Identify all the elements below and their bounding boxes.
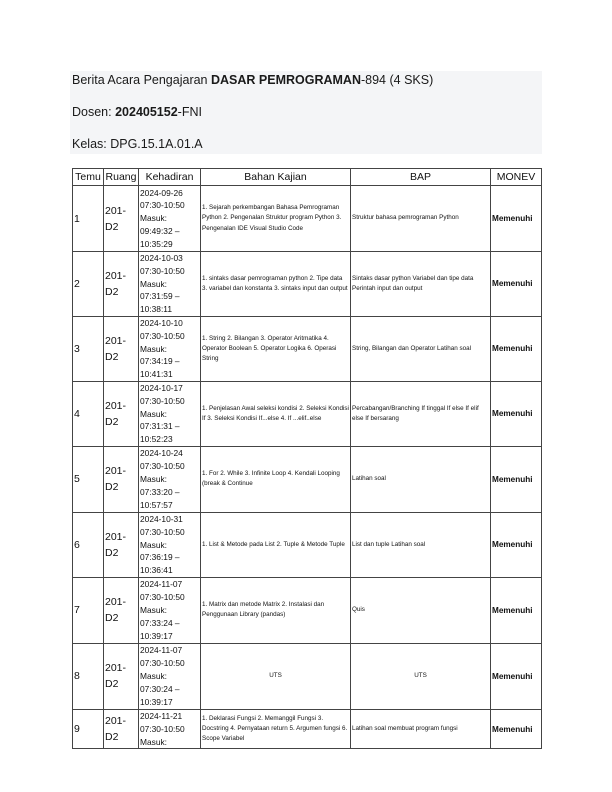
- monev-cell: Memenuhi: [491, 512, 542, 577]
- table-row: [73, 512, 542, 577]
- table-row: [73, 252, 542, 317]
- room-cell: 201-D2: [104, 643, 139, 709]
- monev-cell: Memenuhi: [491, 381, 542, 446]
- room-cell: 201-D2: [104, 709, 139, 748]
- material-cell: 1. Penjelasan Awal seleksi kondisi 2. Seleksi Kondisi If 3. Seleksi Kondisi If...else 4. If ...elif..else: [201, 381, 351, 446]
- material-cell: 1. Sejarah perkembangan Bahasa Pemrograman Python 2. Pengenalan Struktur program Python 3. Pengenalan IDE Visual Studio Code: [201, 186, 351, 252]
- bap-cell: Quis: [351, 577, 491, 643]
- table-row: [73, 709, 542, 748]
- room-cell: 201-D2: [104, 577, 139, 643]
- course-name: DASAR PEMROGRAMAN: [210, 73, 361, 87]
- material-cell: 1. List & Metode pada List 2. Tuple & Metode Tuple: [201, 512, 351, 577]
- col-header-bap: BAP: [351, 169, 491, 186]
- meeting-number: 3: [73, 316, 104, 381]
- monev-cell: Memenuhi: [491, 186, 542, 252]
- attendance-cell: 2024-10-10 07:30-10:50 Masuk: 07:34:19 –10:41:31: [139, 316, 201, 381]
- meeting-number: 5: [73, 446, 104, 512]
- col-header-monev: MONEV: [491, 169, 542, 186]
- attendance-cell: 2024-11-07 07:30-10:50 Masuk: 07:33:24 – 10:39:17: [139, 577, 201, 643]
- attendance-cell: 2024-11-07 07:30-10:50 Masuk: 07:30:24 – 10:39:17: [139, 643, 201, 709]
- table-row: [73, 643, 542, 709]
- col-header-kehadiran: Kehadiran: [139, 169, 201, 186]
- room-cell: 201-D2: [104, 316, 139, 381]
- col-header-ruang: Ruang: [104, 169, 139, 186]
- table-header-row: [73, 169, 542, 186]
- room-cell: 201-D2: [104, 512, 139, 577]
- monev-cell: Memenuhi: [491, 709, 542, 748]
- lecturer-line: Dosen: 202405152-FNI: [72, 105, 202, 119]
- bap-cell: Percabangan/Branching If tinggal If else If elif else If bersarang: [351, 381, 491, 446]
- meeting-number: 9: [73, 709, 104, 748]
- room-cell: 201-D2: [104, 186, 139, 252]
- meeting-number: 4: [73, 381, 104, 446]
- bap-cell: Sintaks dasar python Variabel dan tipe data Perintah input dan output: [351, 252, 491, 317]
- bap-cell: Struktur bahasa pemrograman Python: [351, 186, 491, 252]
- attendance-cell: 2024-09-26 07:30-10:50 Masuk: 09:49:32 – 10:35:29: [139, 186, 201, 252]
- room-cell: 201-D2: [104, 252, 139, 317]
- attendance-cell: 2024-10-31 07:30-10:50 Masuk: 07:36:19 –10:36:41: [139, 512, 201, 577]
- class-line: Kelas: DPG.15.1A.01.A: [72, 137, 203, 151]
- monev-cell: Memenuhi: [491, 252, 542, 317]
- room-cell: 201-D2: [104, 381, 139, 446]
- document-title: Berita Acara Pengajaran DASAR PEMROGRAMAN-894 (4 SKS): [72, 73, 434, 87]
- table-row: [73, 316, 542, 381]
- attendance-cell: 2024-10-24 07:30-10:50 Masuk: 07:33:20 – 10:57:57: [139, 446, 201, 512]
- attendance-table: [72, 168, 542, 749]
- meeting-number: 8: [73, 643, 104, 709]
- material-cell: 1. sintaks dasar pemrograman python 2. Tipe data 3. variabel dan konstanta 3. sintaks input dan output: [201, 252, 351, 317]
- bap-cell: Latihan soal: [351, 446, 491, 512]
- meeting-number: 7: [73, 577, 104, 643]
- meeting-number: 2: [73, 252, 104, 317]
- col-header-bahan-kajian: Bahan Kajian: [201, 169, 351, 186]
- monev-cell: Memenuhi: [491, 643, 542, 709]
- attendance-cell: 2024-10-17 07:30-10:50 Masuk: 07:31:31 –10:52:23: [139, 381, 201, 446]
- monev-cell: Memenuhi: [491, 446, 542, 512]
- room-cell: 201-D2: [104, 446, 139, 512]
- material-cell: 1. String 2. Bilangan 3. Operator Aritmatika 4. Operator Boolean 5. Operator Logika 6. Operasi String: [201, 316, 351, 381]
- meeting-number: 1: [73, 186, 104, 252]
- bap-cell: Latihan soal membuat program fungsi: [351, 709, 491, 748]
- monev-cell: Memenuhi: [491, 316, 542, 381]
- bap-cell: UTS: [351, 643, 491, 709]
- document-header: [70, 71, 542, 154]
- material-cell: 1. For 2. While 3. Infinite Loop 4. Kendali Looping (break & Continue: [201, 446, 351, 512]
- col-header-temu: Temu: [73, 169, 104, 186]
- material-cell: 1. Deklarasi Fungsi 2. Memanggil Fungsi 3. Docstring 4. Pernyataan return 5. Argumen fungsi 6. Scope Variabel: [201, 709, 351, 748]
- meeting-number: 6: [73, 512, 104, 577]
- attendance-cell: 2024-11-21 07:30-10:50 Masuk:: [139, 709, 201, 748]
- bap-cell: List dan tuple Latihan soal: [351, 512, 491, 577]
- lecturer-id: 202405152: [115, 105, 178, 119]
- table-row: [73, 381, 542, 446]
- attendance-cell: 2024-10-03 07:30-10:50 Masuk: 07:31:59 –10:38:11: [139, 252, 201, 317]
- monev-cell: Memenuhi: [491, 577, 542, 643]
- bap-cell: String, Bilangan dan Operator Latihan soal: [351, 316, 491, 381]
- table-row: [73, 577, 542, 643]
- material-cell: 1. Matrix dan metode Matrix 2. Instalasi dan Penggunaan Library (pandas): [201, 577, 351, 643]
- table-row: [73, 186, 542, 252]
- table-row: [73, 446, 542, 512]
- material-cell: UTS: [201, 643, 351, 709]
